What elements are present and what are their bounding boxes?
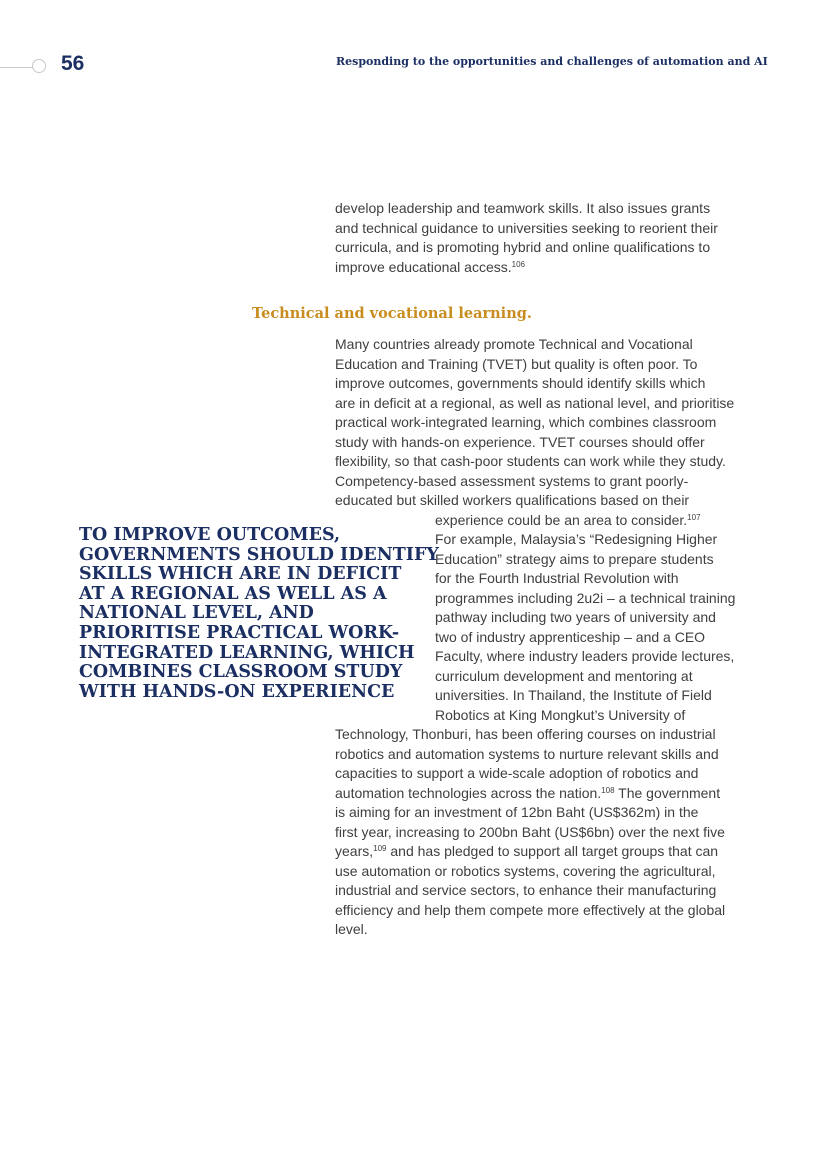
text-line: curriculum development and mentoring at: [435, 667, 693, 684]
pull-quote-line: INTEGRATED LEARNING, WHICH: [79, 642, 415, 663]
text-line: improve outcomes, governments should identify skills which: [335, 375, 706, 391]
text-span: and has pledged to support all target groups that can: [386, 843, 719, 859]
pull-quote-line: COMBINES CLASSROOM STUDY: [79, 662, 403, 683]
text-line: Competency-based assessment systems to grant poorly-: [335, 472, 689, 489]
text-line: and technical guidance to universities seeking to reorient their: [335, 219, 718, 236]
footnote-ref-108[interactable]: 108: [601, 785, 615, 795]
text-span: experience could be an area to consider.: [435, 511, 688, 528]
text-line: [335, 258, 525, 278]
text-line: curricula, and is promoting hybrid and online qualifications to: [335, 239, 711, 255]
text-line: pathway including two years of university and: [435, 609, 716, 625]
pull-quote: [79, 525, 439, 702]
footnote-ref-107[interactable]: 107: [687, 512, 701, 522]
text-line: level.: [335, 921, 368, 937]
text-line: efficiency and help them compete more effectively at the global: [335, 901, 726, 918]
footnote-ref-109[interactable]: 109: [373, 844, 387, 853]
text-line: [335, 842, 718, 862]
text-line: Technology, Thonburi, has been offering courses on industrial: [335, 726, 716, 742]
text-line: Many countries already promote Technical and Vocational: [335, 336, 693, 352]
text-line: flexibility, so that cash-poor students can work while they study.: [335, 453, 726, 469]
text-line: robotics and automation systems to nurture relevant skills and: [335, 745, 719, 762]
text-span: improve educational access.: [335, 258, 512, 275]
page-number: 56: [61, 52, 85, 75]
running-header: Responding to the opportunities and challenges of automation and AI: [336, 55, 768, 68]
text-line: Education” strategy aims to prepare students: [435, 550, 714, 567]
pull-quote-line: PRIORITISE PRACTICAL WORK-: [79, 622, 400, 643]
text-line: Education and Training (TVET) but quality is often poor. To: [335, 355, 698, 372]
text-line: For example, Malaysia’s “Redesigning Higher: [435, 531, 718, 547]
pull-quote-line: WITH HANDS-ON EXPERIENCE: [79, 681, 395, 702]
pull-quote-line: TO IMPROVE OUTCOMES,: [79, 525, 341, 545]
text-line: programmes including 2u2i – a technical training: [435, 589, 736, 606]
text-line: study with hands-on experience. TVET courses should offer: [335, 433, 705, 450]
text-line: Faculty, where industry leaders provide lectures,: [435, 648, 735, 664]
text-span: The government: [614, 784, 721, 801]
pull-quote-line: NATIONAL LEVEL, AND: [79, 603, 314, 624]
text-line: first year, increasing to 200bn Baht (US$6bn) over the next five: [335, 823, 725, 840]
text-line: industrial and service sectors, to enhance their manufacturing: [335, 882, 717, 898]
text-line: practical work-integrated learning, which combines classroom: [335, 414, 717, 430]
text-line: [335, 784, 720, 804]
text-line: use automation or robotics systems, covering the agricultural,: [335, 862, 716, 879]
text-line: two of industry apprenticeship – and a CEO: [435, 628, 706, 645]
pull-quote-line: AT A REGIONAL AS WELL AS A: [79, 583, 387, 604]
header-rule: [0, 67, 33, 68]
text-line: for the Fourth Industrial Revolution with: [435, 570, 679, 586]
text-line: is aiming for an investment of 12bn Baht (US$362m) in the: [335, 804, 699, 820]
text-line: develop leadership and teamwork skills. It also issues grants: [335, 200, 711, 216]
header-circle-marker: [32, 59, 46, 73]
text-line: universities. In Thailand, the Institute of Field: [435, 687, 712, 703]
text-span: years,: [335, 843, 374, 859]
section-heading: Technical and vocational learning.: [252, 305, 532, 322]
text-line: educated but skilled workers qualifications based on their: [335, 492, 690, 508]
footnote-ref-106[interactable]: 106: [511, 259, 526, 269]
text-line: capacities to support a wide-scale adoption of robotics and: [335, 765, 699, 781]
text-line: are in deficit at a regional, as well as national level, and prioritise: [335, 394, 735, 411]
text-span: automation technologies across the nation.: [335, 784, 602, 801]
pull-quote-line: GOVERNMENTS SHOULD IDENTIFY: [79, 544, 439, 565]
text-line: Robotics at King Mongkut’s University of: [435, 706, 686, 723]
pull-quote-line: SKILLS WHICH ARE IN DEFICIT: [79, 564, 402, 585]
text-line: [435, 511, 701, 531]
